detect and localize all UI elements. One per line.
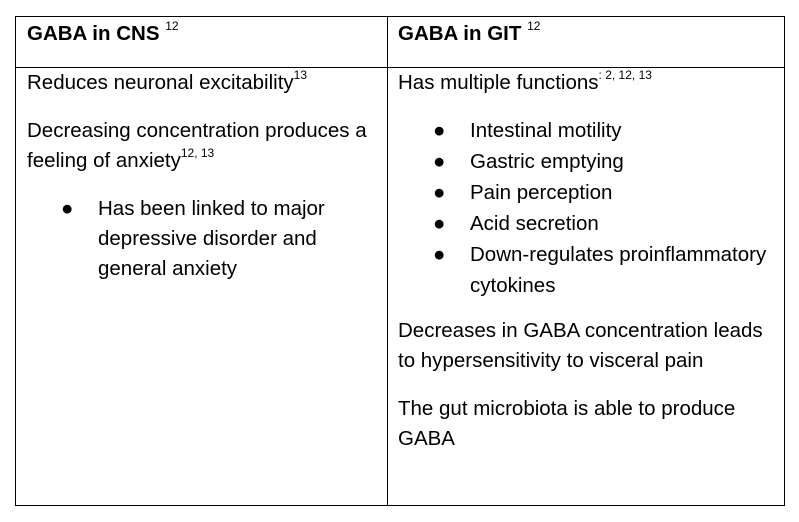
header-git [398,19,540,49]
bullet-icon: ● [433,212,446,235]
cns-paragraph-1 [27,68,377,98]
cns-paragraph-1-text: Reduces neuronal excitability [27,71,294,94]
bullet-icon: ● [61,197,74,220]
list-item [398,177,778,208]
bullet-icon: ● [433,150,446,173]
list-item [398,208,778,239]
cns-paragraph-2-text: Decreasing concentration produces a feeling of anxiety [27,119,367,172]
git-paragraph-2: Decreases in GABA concentration leads to hypersensitivity to visceral pain [398,319,763,372]
list-item [398,115,778,146]
column-divider [387,17,388,505]
list-item-text: Has been linked to major depressive disorder and general anxiety [98,197,325,280]
git-paragraph-1-text: Has multiple functions [398,71,599,94]
list-item-text: Down-regulates proinflammatory cytokines [470,243,767,297]
git-paragraph-1 [398,68,778,98]
cns-paragraph-2 [27,116,377,176]
cns-paragraph-2-ref: 12, 13 [180,146,215,161]
cns-paragraph-1-ref: 13 [293,68,308,83]
list-item-text: Gastric emptying [470,150,624,173]
header-cns [27,19,179,49]
git-paragraph-3: The gut microbiota is able to produce GABA [398,397,736,450]
gaba-comparison-table [15,16,785,506]
cns-bullet-list [27,194,377,284]
list-item [398,146,778,177]
git-cell [398,68,778,454]
list-item-text: Pain perception [470,181,613,204]
list-item [27,194,377,284]
header-cns-label: GABA in CNS [27,22,160,45]
header-git-label: GABA in GIT [398,22,522,45]
bullet-icon: ● [433,119,446,142]
bullet-icon: ● [433,243,446,266]
list-item-text: Intestinal motility [470,119,622,142]
bullet-icon: ● [433,181,446,204]
git-paragraph-1-ref: : 2, 12, 13 [598,68,652,83]
header-cns-ref: 12 [165,19,179,34]
git-bullet-list [398,115,778,301]
list-item [398,239,778,301]
header-git-ref: 12 [527,19,541,34]
cns-cell [27,68,377,284]
list-item-text: Acid secretion [470,212,599,235]
